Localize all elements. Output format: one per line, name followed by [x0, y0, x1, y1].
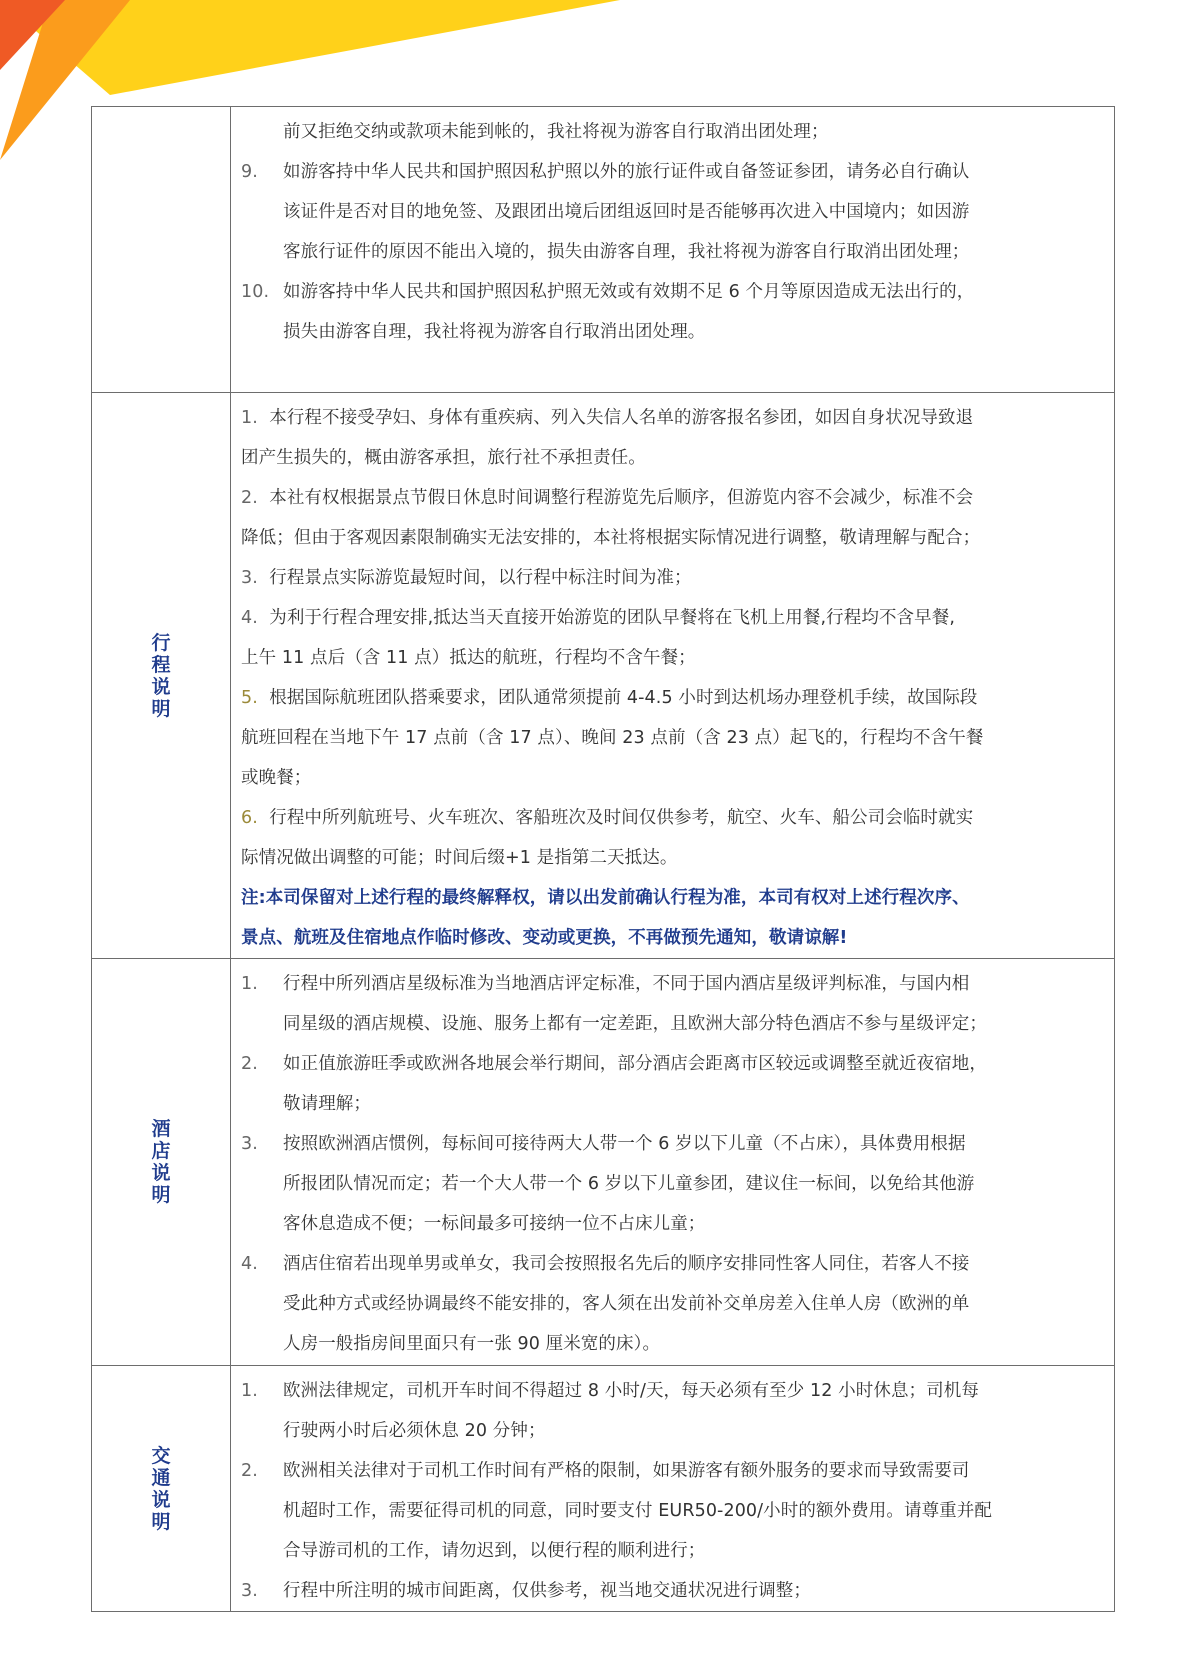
itinerary-notes-table	[91, 106, 1115, 1612]
section-hotel	[92, 959, 1115, 1366]
list-item: 1. 本行程不接受孕妇、身体有重疾病、列入失信人名单的游客报名参团，如因自身状况导致退	[241, 408, 974, 428]
section-label-empty	[92, 107, 231, 393]
list-item: 2. 如正值旅游旺季或欧洲各地展会举行期间，部分酒店会距离市区较远或调整至就近夜宿地，	[241, 1054, 987, 1074]
section-content	[231, 107, 1115, 393]
list-item: 3. 行程景点实际游览最短时间，以行程中标注时间为准；	[241, 568, 692, 588]
section-label: 交通说明	[151, 1444, 171, 1533]
text-line: 客旅行证件的原因不能出入境的，损失由游客自理，我社将视为游客自行取消出团处理；	[283, 242, 970, 262]
section-content	[231, 959, 1115, 1366]
list-item: 1. 欧洲法律规定，司机开车时间不得超过 8 小时/天，每天必须有至少 12 小时休息；司机每	[241, 1381, 979, 1401]
list-item: 5. 根据国际航班团队搭乘要求，团队通常须提前 4-4.5 小时到达机场办理登机手续，故国际段	[241, 688, 978, 708]
section-label-cell	[92, 959, 231, 1366]
section-itinerary	[92, 393, 1115, 959]
text-line: 上午 11 点后（含 11 点）抵达的航班，行程均不含午餐；	[241, 648, 696, 668]
text-line: 所报团队情况而定；若一个大人带一个 6 岁以下儿童参团，建议住一标间，以免给其他游	[283, 1174, 975, 1194]
list-item: 9. 如游客持中华人民共和国护照因私护照以外的旅行证件或自备签证参团，请务必自行确认	[241, 162, 970, 182]
list-item: 3. 按照欧洲酒店惯例，每标间可接待两大人带一个 6 岁以下儿童（不占床），具体费用根据	[241, 1134, 966, 1154]
text-line: 行驶两小时后必须休息 20 分钟；	[283, 1421, 546, 1441]
section-label: 酒店说明	[151, 1118, 171, 1206]
list-item: 10. 如游客持中华人民共和国护照因私护照无效或有效期不足 6 个月等原因造成无法出行的，	[241, 282, 975, 302]
list-item: 2. 本社有权根据景点节假日休息时间调整行程游览先后顺序，但游览内容不会减少，标准不会	[241, 488, 974, 508]
text-line: 际情况做出调整的可能；时间后缀+1 是指第二天抵达。	[241, 848, 678, 868]
list-item: 2. 欧洲相关法律对于司机工作时间有严格的限制，如果游客有额外服务的要求而导致需要司	[241, 1461, 970, 1481]
section-label-cell	[92, 393, 231, 959]
text-line: 同星级的酒店规模、设施、服务上都有一定差距，且欧洲大部分特色酒店不参与星级评定；	[283, 1014, 987, 1034]
text-line: 或晚餐；	[241, 768, 312, 788]
section-continuation	[92, 107, 1115, 393]
list-item: 4. 为利于行程合理安排,抵达当天直接开始游览的团队早餐将在飞机上用餐,行程均不含早餐,	[241, 608, 956, 628]
list-item: 4. 酒店住宿若出现单男或单女，我司会按照报名先后的顺序安排同性客人同住，若客人不接	[241, 1254, 970, 1274]
text-line: 敬请理解；	[283, 1094, 371, 1114]
text-line: 机超时工作，需要征得司机的同意，同时要支付 EUR50-200/小时的额外费用。请尊重并配	[283, 1501, 992, 1521]
section-label-cell	[92, 1366, 231, 1612]
text-line: 前又拒绝交纳或款项未能到帐的，我社将视为游客自行取消出团处理；	[283, 122, 829, 142]
notice-line: 注:本司保留对上述行程的最终解释权，请以出发前确认行程为准，本司有权对上述行程次序、	[241, 888, 970, 908]
text-line: 团产生损失的，概由游客承担，旅行社不承担责任。	[241, 448, 646, 468]
text-line: 人房一般指房间里面只有一张 90 厘米宽的床）。	[283, 1334, 661, 1354]
text-line: 受此种方式或经协调最终不能安排的，客人须在出发前补交单房差入住单人房（欧洲的单	[283, 1294, 970, 1314]
list-item: 1. 行程中所列酒店星级标准为当地酒店评定标准，不同于国内酒店星级评判标准，与国内相	[241, 974, 970, 994]
section-transport	[92, 1366, 1115, 1612]
list-item: 6. 行程中所列航班号、火车班次、客船班次及时间仅供参考，航空、火车、船公司会临时就实	[241, 808, 974, 828]
text-line: 损失由游客自理，我社将视为游客自行取消出团处理。	[283, 322, 706, 342]
section-content	[231, 1366, 1115, 1612]
text-line: 该证件是否对目的地免签、及跟团出境后团组返回时是否能够再次进入中国境内；如因游	[283, 202, 970, 222]
text-line: 合导游司机的工作，请勿迟到，以便行程的顺利进行；	[283, 1541, 706, 1561]
section-label: 行程说明	[151, 631, 171, 720]
list-item: 3. 行程中所注明的城市间距离，仅供参考，视当地交通状况进行调整；	[241, 1581, 811, 1601]
text-line: 航班回程在当地下午 17 点前（含 17 点）、晚间 23 点前（含 23 点）起飞的，行程均不含午餐	[241, 728, 984, 748]
text-line: 客休息造成不便；一标间最多可接纳一位不占床儿童；	[283, 1214, 706, 1234]
section-content	[231, 393, 1115, 959]
notice-line: 景点、航班及住宿地点作临时修改、变动或更换，不再做预先通知，敬请谅解!	[241, 928, 848, 948]
text-line: 降低；但由于客观因素限制确实无法安排的，本社将根据实际情况进行调整，敬请理解与配合；	[241, 528, 981, 548]
